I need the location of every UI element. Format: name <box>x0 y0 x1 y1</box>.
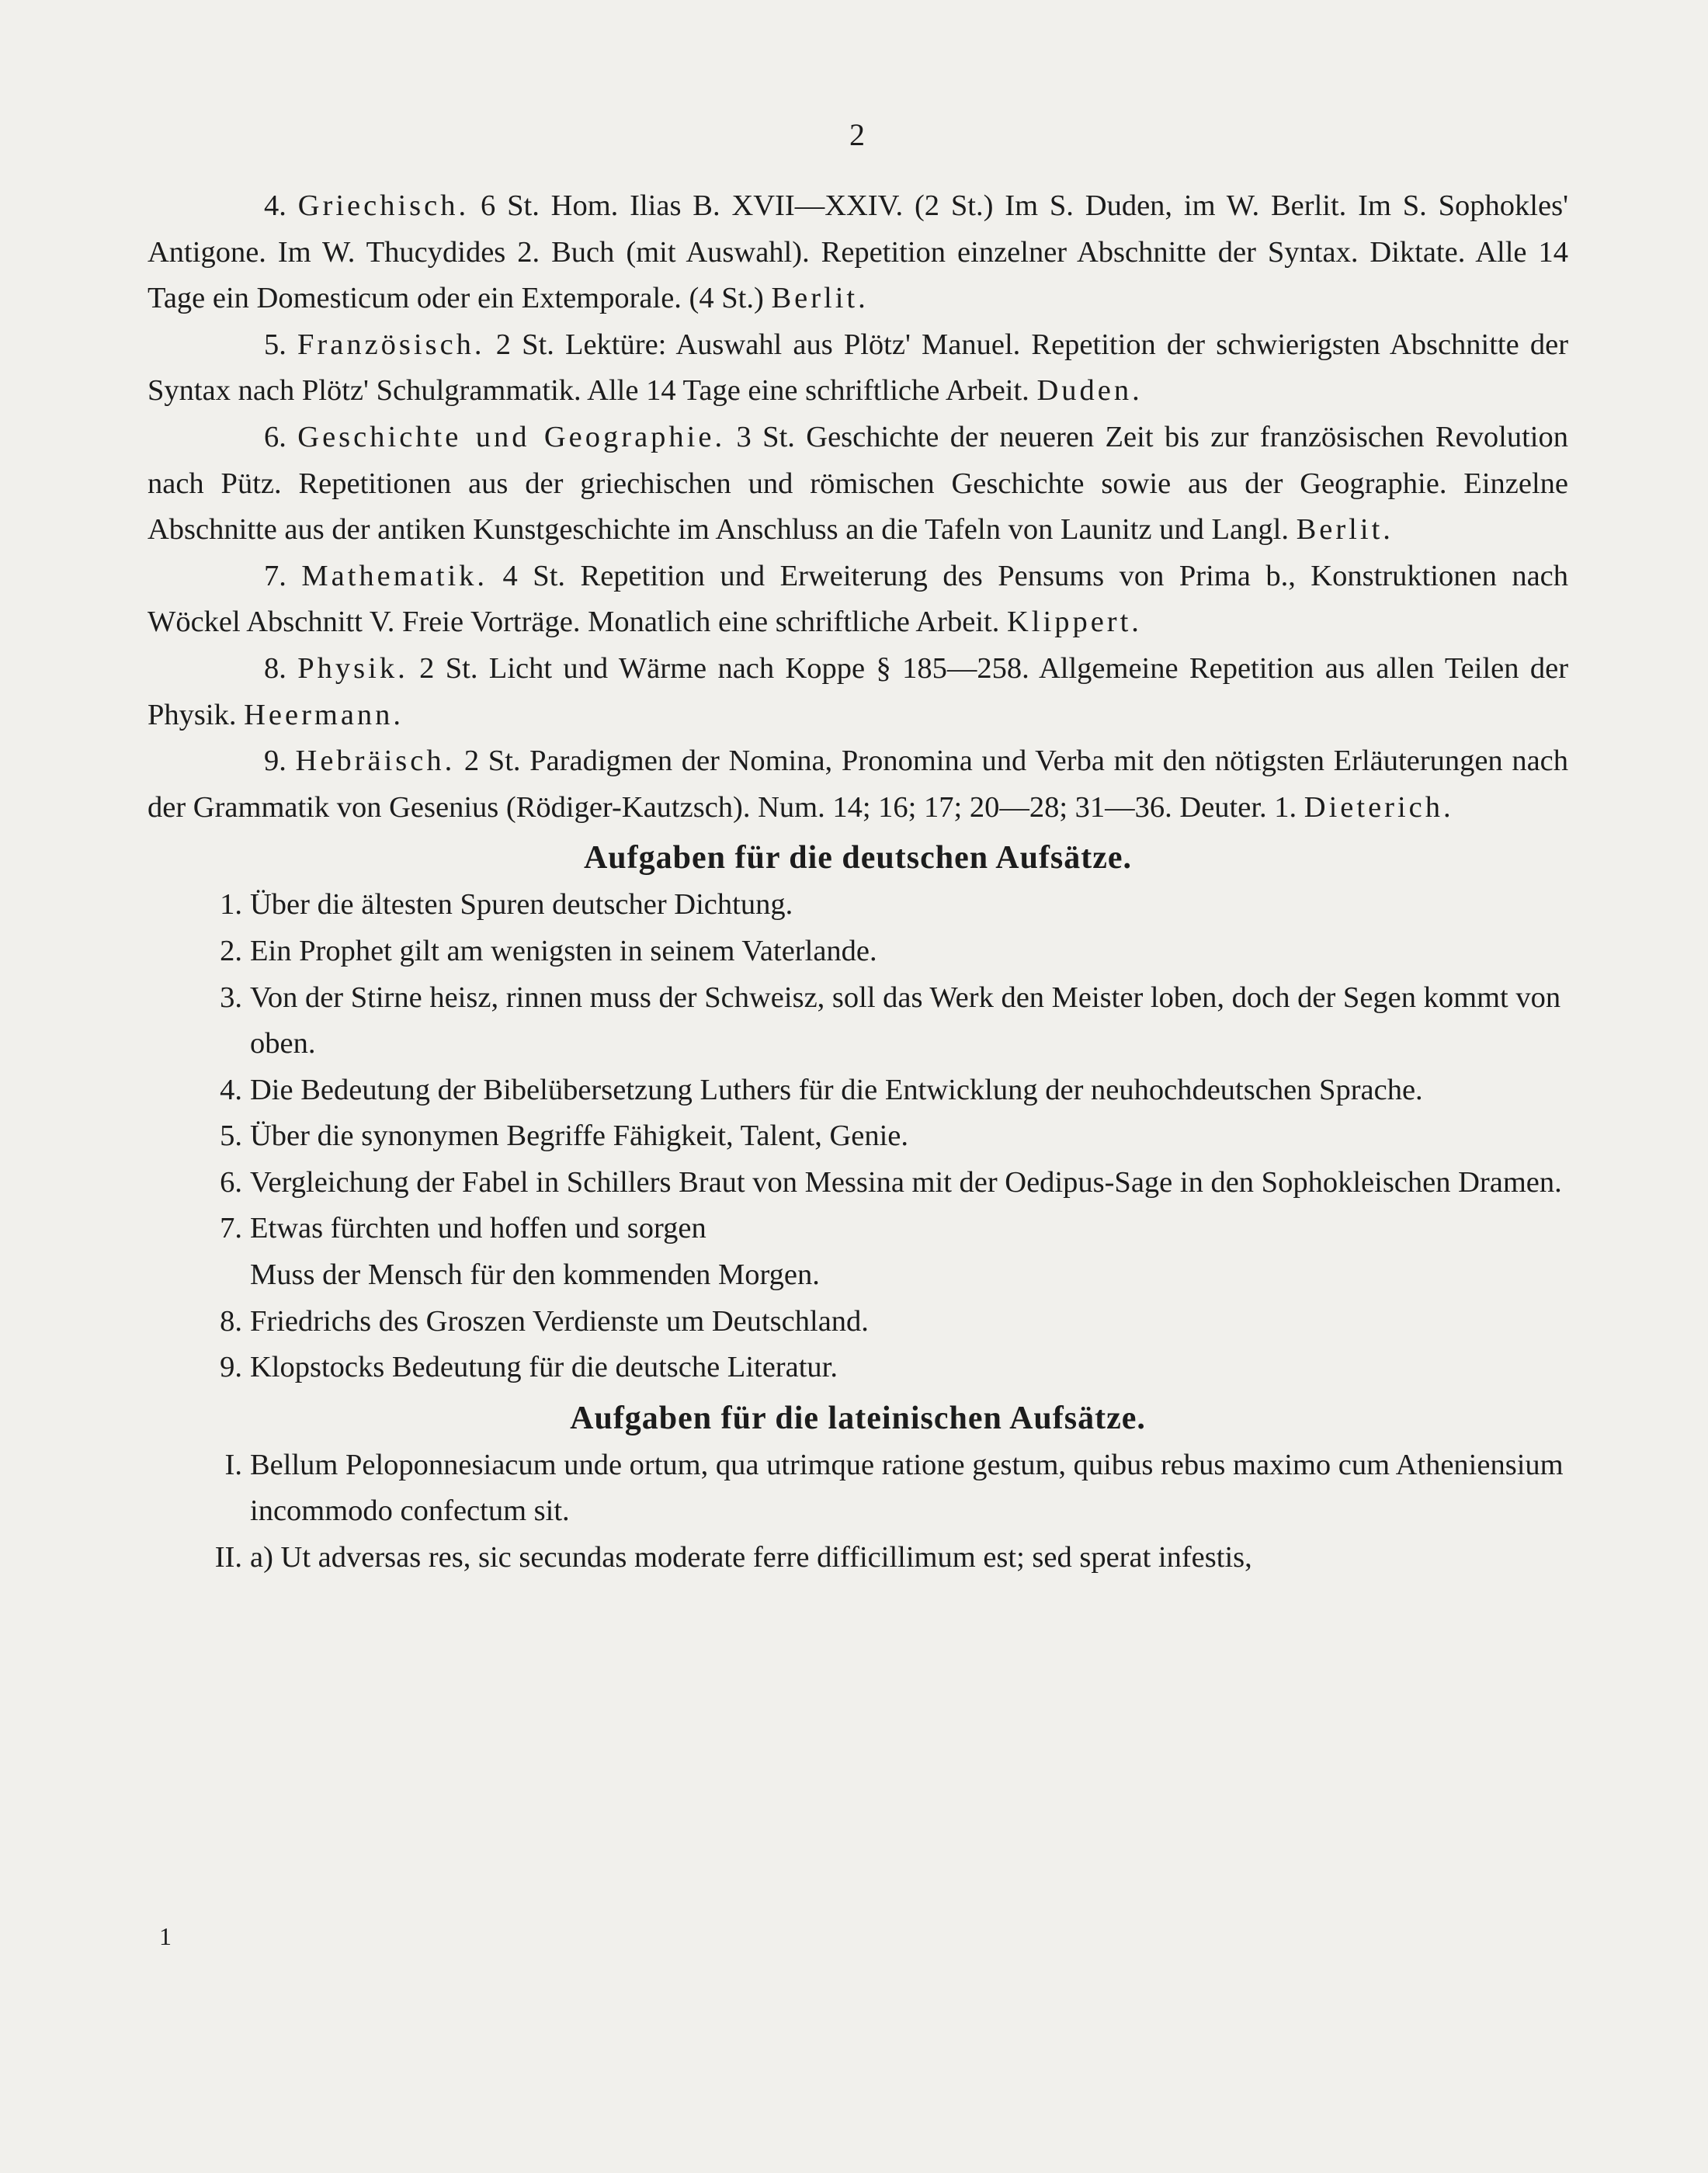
list-item: 4. Die Bedeutung der Bibelübersetzung Luthers für die Entwicklung der neuhochdeutschen Sprache. <box>220 1073 1423 1106</box>
subject-name: Physik. <box>297 651 408 685</box>
subject-paragraph: 8. Physik. 2 St. Licht und Wärme nach Koppe § 185—258. Allgemeine Repetition aus allen Teilen der Physik. Heermann. <box>148 651 1569 731</box>
teacher-name: Klippert. <box>1007 606 1142 639</box>
german-essay-list <box>148 882 1568 1391</box>
latin-essay-list <box>148 1442 1568 1581</box>
list-item: 3. Von der Stirne heisz, rinnen muss der Schweisz, soll das Werk den Meister loben, doch der Segen kommt von oben. <box>220 981 1561 1060</box>
page-number: 2 <box>849 117 865 152</box>
list-item: 9. Klopstocks Bedeutung für die deutsche Literatur. <box>220 1351 838 1384</box>
page-body <box>148 183 1568 1581</box>
list-item: 5. Über die synonymen Begriffe Fähigkeit, Talent, Genie. <box>220 1119 909 1153</box>
subject-paragraph: 7. Mathematik. 4 St. Repetition und Erweiterung des Pensums von Prima b., Konstruktionen nach Wöckel Abschnitt V. Freie Vorträge. Monatlich eine schriftliche Arbeit. Klippert. <box>148 559 1569 639</box>
list-item: 8. Friedrichs des Groszen Verdienste um Deutschland. <box>220 1304 869 1338</box>
subject-paragraph: 5. Französisch. 2 St. Lektüre: Auswahl aus Plötz' Manuel. Repetition der schwierigsten Abschnitte der Syntax nach Plötz' Schulgrammatik. Alle 14 Tage eine schriftliche Arbeit. Duden. <box>148 328 1569 408</box>
teacher-name: Duden. <box>1036 374 1143 408</box>
list-item: 6. Vergleichung der Fabel in Schillers Braut von Messina mit der Oedipus-Sage in den Sophokleischen Dramen. <box>220 1165 1562 1199</box>
list-item: II. a) Ut adversas res, sic secundas moderate ferre difficillimum est; sed sperat infestis, <box>214 1541 1252 1574</box>
subject-paragraph: 9. Hebräisch. 2 St. Paradigmen der Nomina, Pronomina und Verba mit den nötigsten Erläuterungen nach der Grammatik von Gesenius (Rödiger-Kautzsch). Num. 14; 16; 17; 20—28; 31—36. Deuter. 1. Dieterich. <box>148 745 1569 824</box>
latin-essays-heading: Aufgaben für die lateinischen Aufsätze. <box>570 1400 1146 1436</box>
subject-paragraph: 6. Geschichte und Geographie. 3 St. Geschichte der neueren Zeit bis zur französischen Revolution nach Pütz. Repetitionen aus der griechischen und römischen Geschichte sowie aus der Geographie. Einzelne Abschnitte aus der antiken Kunstgeschichte im Anschluss an die Tafeln von Launitz und Langl. Berlit. <box>148 420 1569 547</box>
list-item: I. Bellum Peloponnesiacum unde ortum, qua utrimque ratione gestum, quibus rebus maximo cum Atheniensium incommodo confectum sit. <box>224 1448 1564 1528</box>
teacher-name: Dieterich. <box>1304 790 1454 824</box>
subject-paragraph: 4. Griechisch. 6 St. Hom. Ilias B. XVII—XXIV. (2 St.) Im S. Duden, im W. Berlit. Im S. Sophokles' Antigone. Im W. Thucydides 2. Buch (mit Auswahl). Repetition einzelner Abschnitte der Syntax. Diktate. Alle 14 Tage ein Domesticum oder ein Extemporale. (4 St.) Berlit. <box>148 189 1569 315</box>
teacher-name: Berlit. <box>1296 513 1394 547</box>
teacher-name: Berlit. <box>771 282 869 315</box>
teacher-name: Heermann. <box>244 698 404 731</box>
list-item: 1. Über die ältesten Spuren deutscher Dichtung. <box>220 888 793 922</box>
verse-line: Muss der Mensch für den kommenden Morgen. <box>250 1258 820 1292</box>
verse-line: Etwas fürchten und hoffen und sorgen <box>250 1212 706 1245</box>
list-item: 7. Etwas fürchten und hoffen und sorgen Muss der Mensch für den kommenden Morgen. <box>220 1212 820 1292</box>
subject-name: Französisch. <box>297 328 485 361</box>
subject-name: Mathematik. <box>301 559 488 592</box>
margin-mark: 1 <box>159 1922 172 1950</box>
german-essays-heading: Aufgaben für die deutschen Aufsätze. <box>583 840 1133 876</box>
subject-name: Geschichte und Geographie. <box>297 420 726 453</box>
list-item: 2. Ein Prophet gilt am wenigsten in seinem Vaterlande. <box>220 934 877 967</box>
subject-name: Griechisch. <box>297 189 470 222</box>
subject-name: Hebräisch. <box>295 745 456 778</box>
